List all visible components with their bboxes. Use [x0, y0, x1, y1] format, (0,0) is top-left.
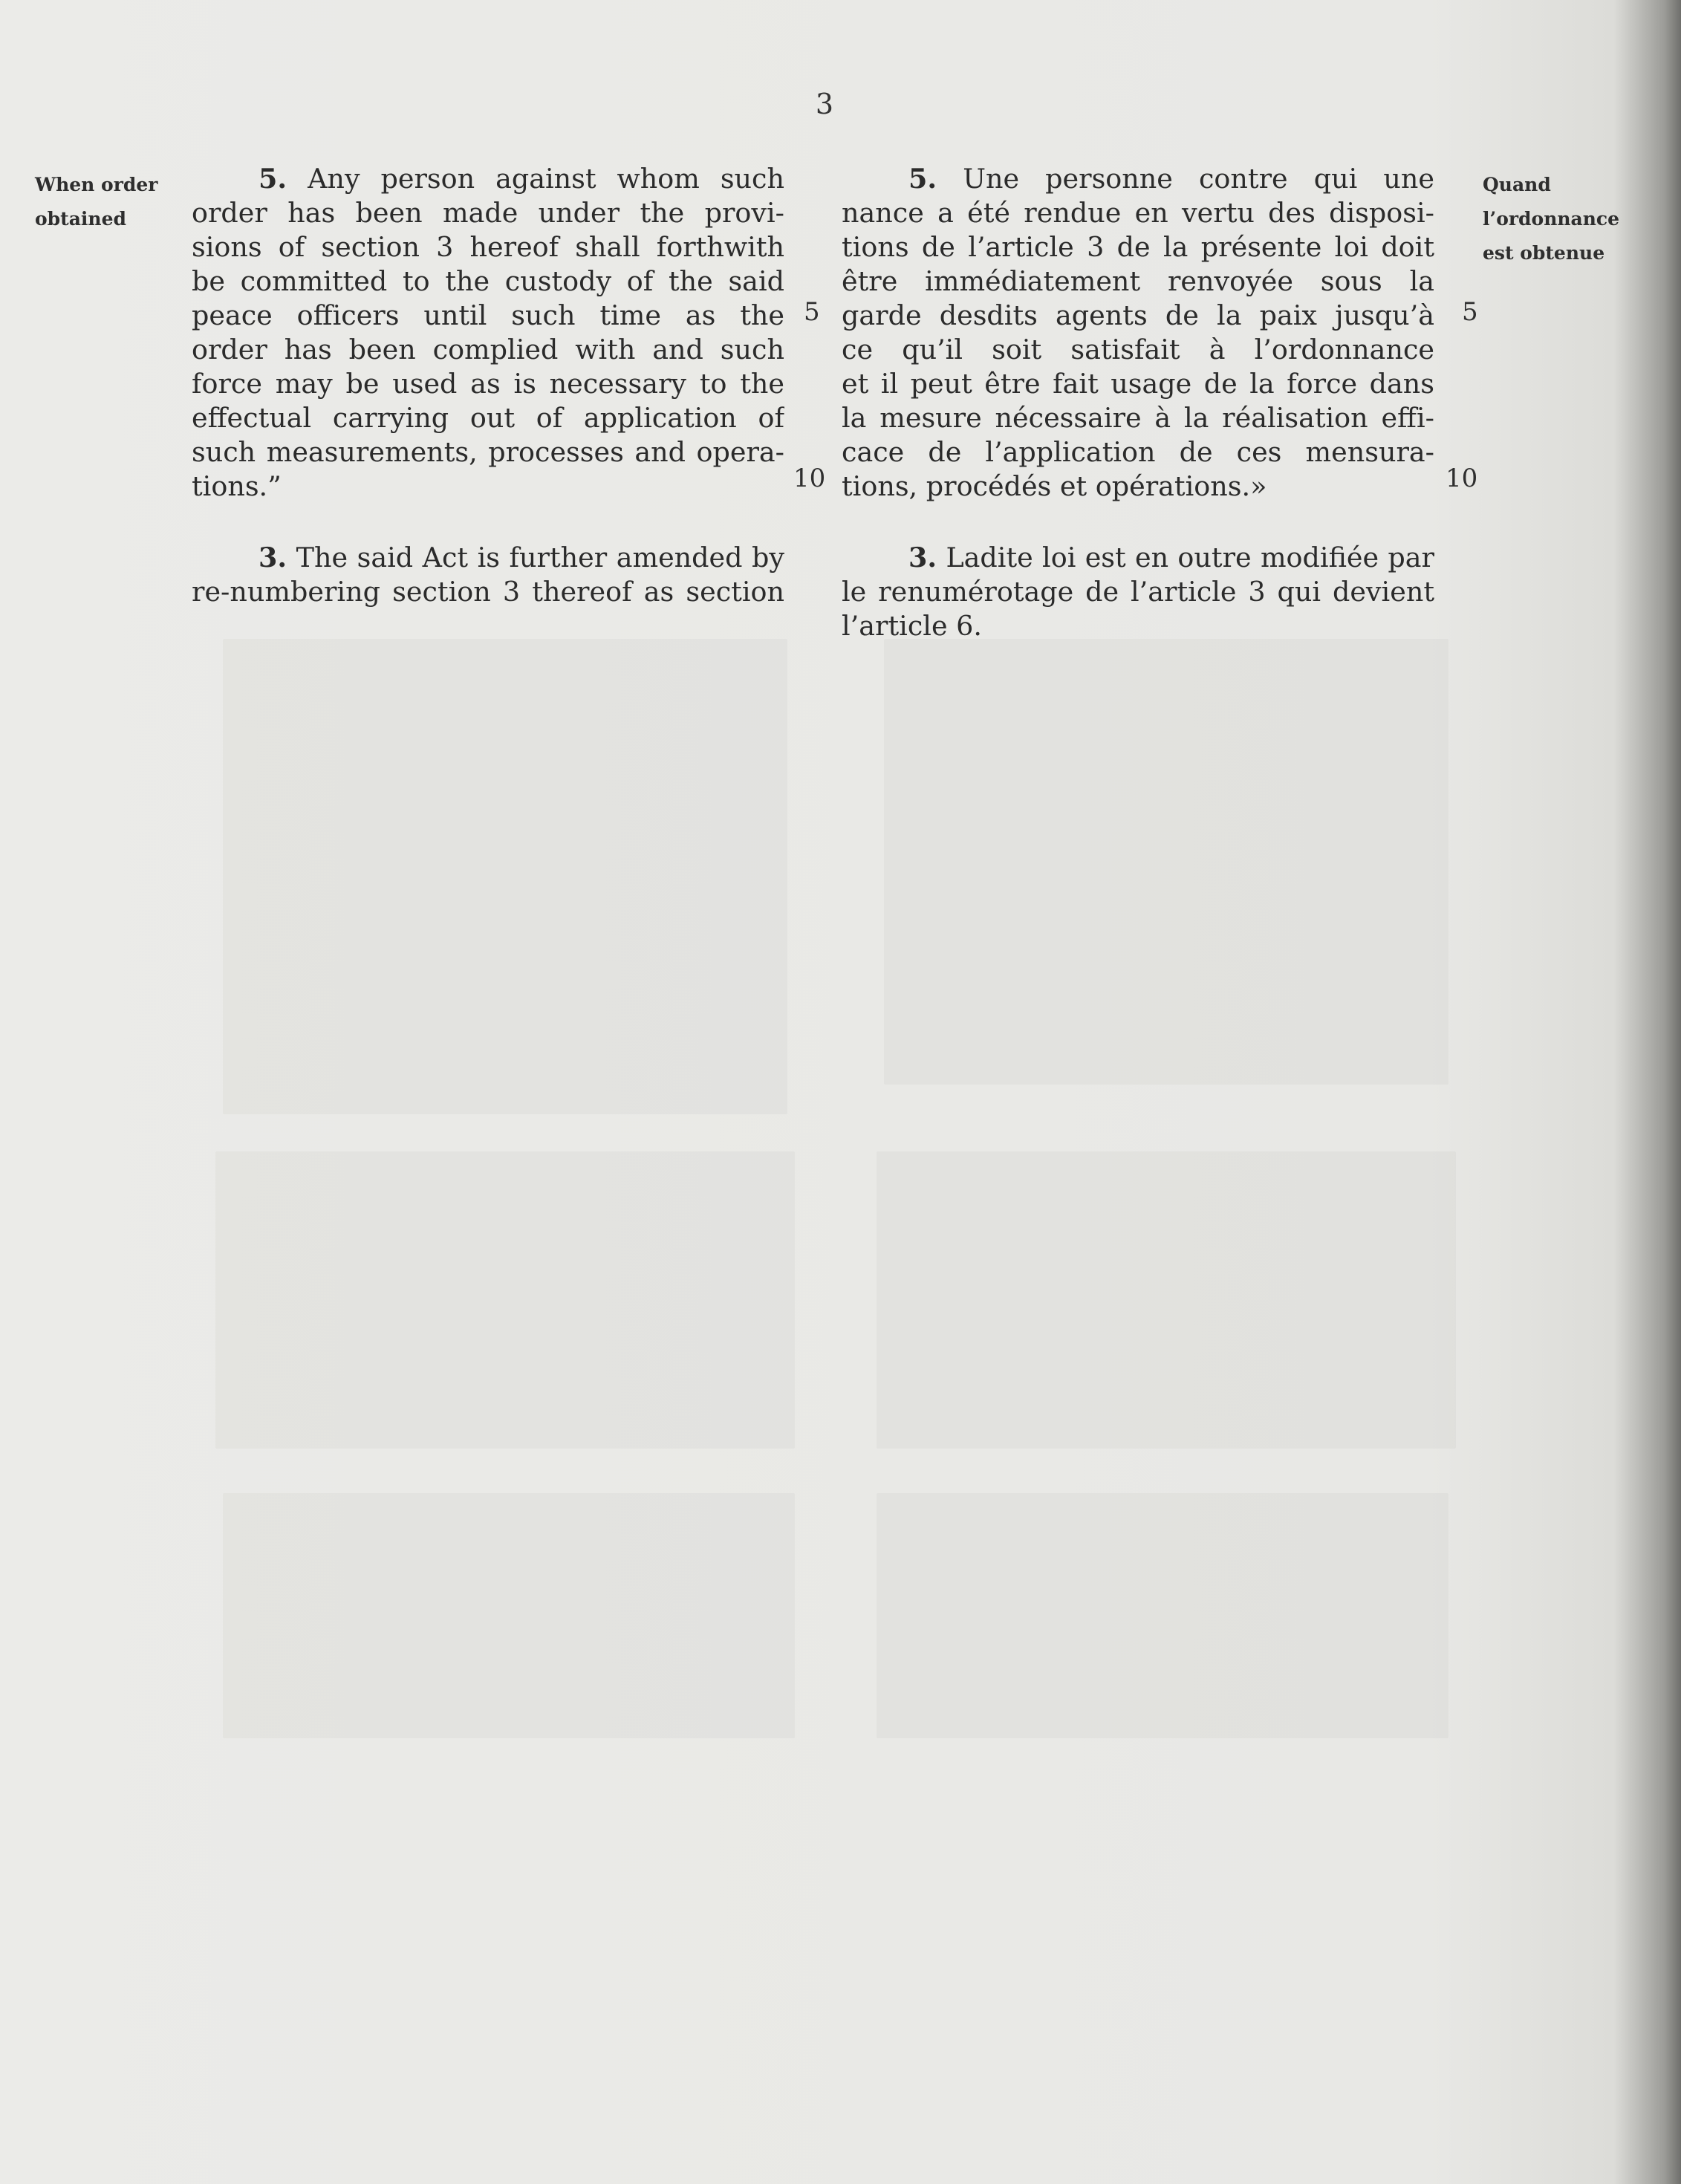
margin-note-left-line: When order: [35, 174, 158, 195]
text-line-content: Une personne contre qui une: [963, 163, 1434, 195]
line-number-5-french: 5: [1462, 297, 1478, 327]
page-number: 3: [815, 88, 834, 120]
line-number-10-english: 10: [793, 464, 826, 493]
ghost-block-left-lower: [215, 1151, 795, 1449]
margin-note-left: [35, 168, 157, 236]
english-section-3: [192, 541, 784, 609]
line-number-5-english: 5: [804, 297, 820, 327]
text-line: order has been complied with and such: [192, 334, 784, 365]
text-line: tions, procédés et opérations.»: [842, 470, 1267, 502]
text-line: re-numbering section 3 thereof as section: [192, 576, 784, 608]
text-line: [842, 162, 1434, 196]
ghost-block-left-bottom: [223, 1493, 795, 1738]
french-section-3: [842, 541, 1434, 643]
text-line: la mesure nécessaire à la réalisation effi-: [842, 402, 1434, 434]
margin-note-right-line: l’ordonnance: [1483, 208, 1620, 230]
section-number: 3.: [908, 542, 937, 573]
text-line: nance a été rendue en vertu des disposi-: [842, 197, 1434, 229]
section-number: 3.: [259, 542, 287, 573]
text-line: effectual carrying out of application of: [192, 402, 784, 434]
text-line: tions.”: [192, 470, 282, 502]
margin-note-right: [1483, 168, 1619, 270]
text-line-content: Any person against whom such: [308, 163, 784, 195]
english-section-5: [192, 162, 784, 504]
text-line: être immédiatement renvoyée sous la: [842, 265, 1434, 297]
ghost-block-right-lower: [877, 1151, 1456, 1449]
text-line: et il peut être fait usage de la force dans: [842, 368, 1434, 400]
french-section-5: [842, 162, 1434, 504]
text-line: order has been made under the provi-: [192, 197, 784, 229]
text-line-content: Ladite loi est en outre modifiée par: [946, 542, 1434, 573]
text-line: cace de l’application de ces mensura-: [842, 436, 1434, 468]
margin-note-right-line: Quand: [1483, 174, 1551, 195]
section-number: 5.: [259, 163, 287, 195]
ghost-block-right-upper: [884, 639, 1448, 1085]
section-number: 5.: [908, 163, 937, 195]
text-line: tions de l’article 3 de la présente loi doit: [842, 231, 1434, 263]
text-line: peace officers until such time as the: [192, 299, 784, 331]
text-line: be committed to the custody of the said: [192, 265, 784, 297]
text-line: sions of section 3 hereof shall forthwith: [192, 231, 784, 263]
text-line: garde desdits agents de la paix jusqu’à: [842, 299, 1434, 331]
text-line: ce qu’il soit satisfait à l’ordonnance: [842, 334, 1434, 365]
text-line: [842, 541, 1434, 575]
margin-note-right-line: est obtenue: [1483, 242, 1605, 264]
text-line: l’article 6.: [842, 610, 982, 642]
text-line: [192, 541, 784, 575]
text-line: force may be used as is necessary to the: [192, 368, 784, 400]
ghost-block-left-upper: [223, 639, 787, 1114]
text-line: le renumérotage de l’article 3 qui devient: [842, 576, 1434, 608]
line-number-10-french: 10: [1446, 464, 1478, 493]
text-line: such measurements, processes and opera-: [192, 436, 784, 468]
ghost-block-right-bottom: [877, 1493, 1448, 1738]
text-line: [192, 162, 784, 196]
text-line-content: The said Act is further amended by: [296, 542, 784, 573]
margin-note-left-line: obtained: [35, 208, 126, 230]
